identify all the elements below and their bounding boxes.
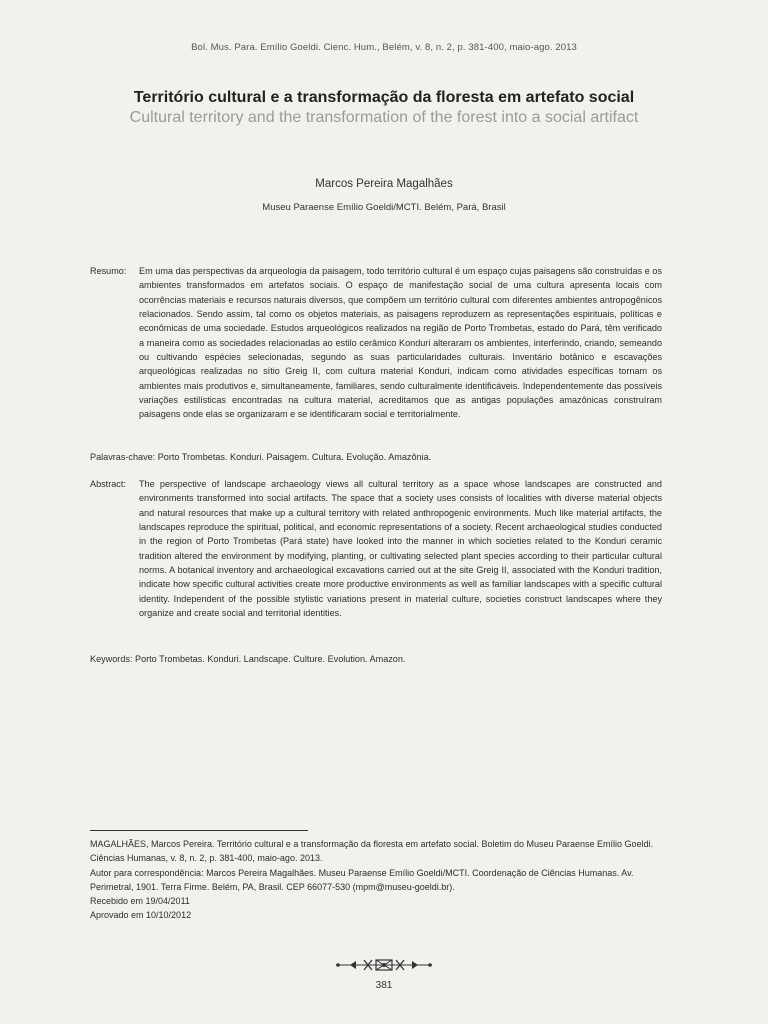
footnote-citation: MAGALHÃES, Marcos Pereira. Território cultural e a transformação da floresta em artefato social. Boletim do Museu Paraense Emílio Goeldi. Ciências Humanas, v. 8, n. 2, p. 381-400, maio-ago. 2013.	[90, 839, 654, 864]
footnote-approved: Aprovado em 10/10/2012	[90, 910, 192, 921]
page-number: 381	[375, 980, 393, 991]
abstract-section	[90, 477, 662, 620]
footnote-divider	[90, 830, 308, 831]
author-name: Marcos Pereira Magalhães	[315, 178, 453, 190]
footnote-received: Recebido em 19/04/2011	[90, 896, 190, 907]
abstract-label: Abstract:	[90, 479, 126, 489]
keywords-text: Porto Trombetas. Konduri. Landscape. Culture. Evolution. Amazon.	[135, 654, 406, 664]
resumo-section	[90, 264, 662, 422]
article-title-portuguese: Território cultural e a transformação da floresta em artefato social	[133, 89, 635, 106]
footnote-correspondence: Autor para correspondência: Marcos Pereira Magalhães. Museu Paraense Emílio Goeldi/MCTI. Coordenação de Ciências Humanas. Av. Perimetral, 1901. Terra Firme. Belém, PA, Brasil. CEP 66077-530 (mpm@museu-goeldi.br).	[90, 867, 634, 892]
palavras-chave-section	[90, 452, 431, 462]
author-affiliation: Museu Paraense Emílio Goeldi/MCTI. Belém, Pará, Brasil	[262, 202, 506, 213]
footnotes	[90, 837, 670, 923]
abstract-text: The perspective of landscape archaeology views all cultural territory as a space whose landscapes are constructed and environments transformed into social artifacts. The space that a society uses consists of localities with diverse material objects and natural resources that make up a cultural territory with related anthropogenic environments. Much like material artifacts, the landscapes reproduce the spiritual, political, and economic representations of a society. Recent archaeological studies conducted in the region of Porto Trombetas (Pará state) have looked into the manner in which societies related to the Konduri ceramic tradition altered the environment by modifying, planting, or cultivating selected plant species according to their particular cultural norms. A botanical inventory and archaeological excavations carried out at the site Greig II, associated with the Konduri tradition, indicate how specific cultural activities create more productive environments as well as familiar landscapes with a specific cultural identity. Independent of the possible stylistic variations present in material culture, societies construct landscapes where they organize and create social and territorial identities.	[139, 479, 662, 619]
resumo-label: Resumo:	[90, 266, 127, 276]
keywords-section	[90, 654, 405, 664]
journal-citation-header: Bol. Mus. Para. Emílio Goeldi. Cienc. Hum., Belém, v. 8, n. 2, p. 381-400, maio-ago. 2013	[191, 42, 577, 53]
article-title-english: Cultural territory and the transformation of the forest into a social artifact	[129, 109, 639, 126]
decorative-ornament-icon	[334, 957, 434, 973]
keywords-label: Keywords:	[90, 654, 133, 664]
palavras-chave-label: Palavras-chave:	[90, 452, 156, 462]
resumo-text: Em uma das perspectivas da arqueologia da paisagem, todo território cultural é um espaço cujas paisagens são construídas e os ambientes transformados em artefatos sociais. O espaço de manifestação social de uma cultura apresenta locais com ocorrências materiais e recursos naturais diversos, que compõem um território cultural com diferentes ambientes antropogênicos relacionados. Sendo assim, tal como os objetos materiais, as paisagens reproduzem as representações espirituais, políticas e econômicas de uma sociedade. Estudos arqueológicos realizados na região de Porto Trombetas, estado do Pará, têm verificado a maneira como as sociedades relacionadas ao estilo cerâmico Konduri alteraram os ambientes, interferindo, criando, semeando ou cultivando espécies selecionadas, segundo as suas particularidades culturais. Inventário botânico e escavações arqueológicas realizadas no sítio Greig II, com cultura material Konduri, indicam como atividades específicas tornam os ambientes mais produtivos e, simultaneamente, familiares, sendo culturalmente identificáveis. Independentemente das possíveis variações estilísticas encontradas na cultura material, acreditamos que as antigas populações amazônicas construíram paisagens onde elas se organizaram e se identificaram social e territorialmente.	[139, 266, 662, 420]
palavras-chave-text: Porto Trombetas. Konduri. Paisagem. Cultura. Evolução. Amazônia.	[157, 452, 432, 462]
